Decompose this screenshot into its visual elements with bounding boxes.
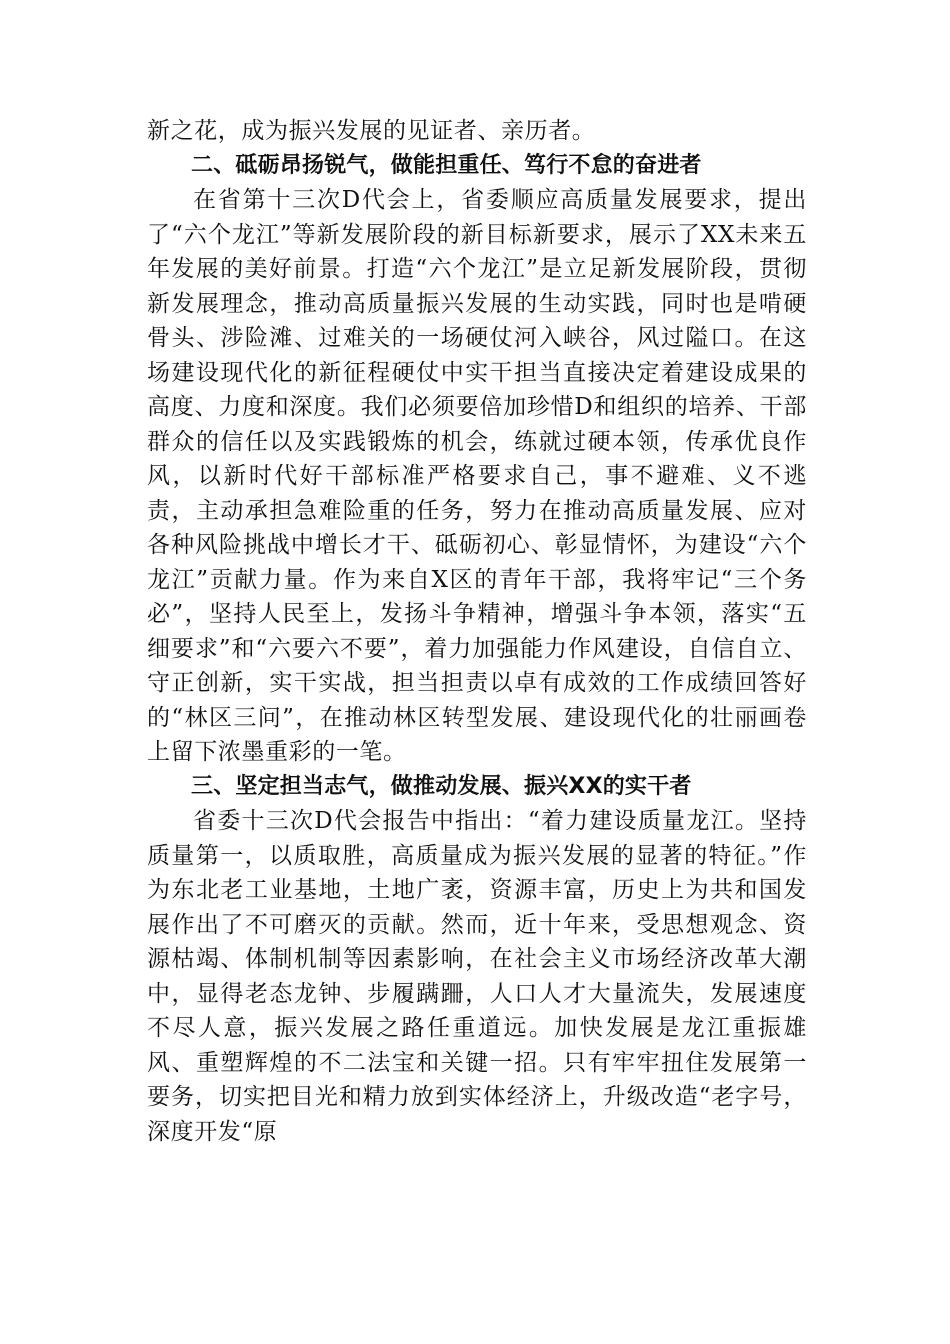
paragraph-section-2: 在省第十三次D代会上，省委顺应高质量发展要求，提出了“六个龙江”等新发展阶段的新目标新要求，展示了XX未来五年发展的美好前景。打造“六个龙江”是立足新发展阶段，贯彻新发展理念，推动高质量振兴发展的生动实践，同时也是啃硬骨头、涉险滩、过难关的一场硬仗河入峡谷，风过隘口。在这场建设现代化的新征程硬仗中实干担当直接决定着建设成果的高度、力度和深度。我们必须要倍加珍惜D和组织的培养、干部群众的信任以及实践锻炼的机会，练就过硬本领，传承优良作风，以新时代好干部标准严格要求自己，事不避难、义不逃责，主动承担急难险重的任务，努力在推动高质量发展、应对各种风险挑战中增长才干、砥砺初心、彰显情怀，为建设“六个龙江”贡献力量。作为来自X区的青年干部，我将牢记“三个务必”，坚持人民至上，发扬斗争精神，增强斗争本领，落实“五细要求”和“六要六不要”，着力加强能力作风建设，自信自立、守正创新，实干实战，担当担责以卓有成效的工作成绩回答好的“林区三问”，在推动林区转型发展、建设现代化的壮丽画卷上留下浓墨重彩的一笔。 <box>147 187 807 765</box>
paragraph-continued: 新之花，成为振兴发展的见证者、亲历者。 <box>147 118 596 144</box>
section-heading-3: 三、坚定担当志气，做推动发展、振兴XX的实干者 <box>191 773 692 799</box>
paragraph-section-3: 省委十三次D代会报告中指出：“着力建设质量龙江。坚持质量第一，以质取胜，高质量成为振兴发展的显著的特征。”作为东北老工业基地，土地广袤，资源丰富，历史上为共和国发展作出了不可磨灭的贡献。然而，近十年来，受思想观念、资源枯竭、体制机制等因素影响，在社会主义市场经济改革大潮中，显得老态龙钟、步履蹒跚，人口人才大量流失，发展速度不尽人意，振兴发展之路任重道远。加快发展是龙江重振雄风、重塑辉煌的不二法宝和关键一招。只有牢牢扭住发展第一要务，切实把目光和精力放到实体经济上，升级改造“老字号，深度开发“原 <box>147 808 807 1145</box>
document-page <box>147 114 807 1149</box>
section-heading-2: 二、砥砺昂扬锐气，做能担重任、笃行不怠的奋进者 <box>191 152 702 178</box>
